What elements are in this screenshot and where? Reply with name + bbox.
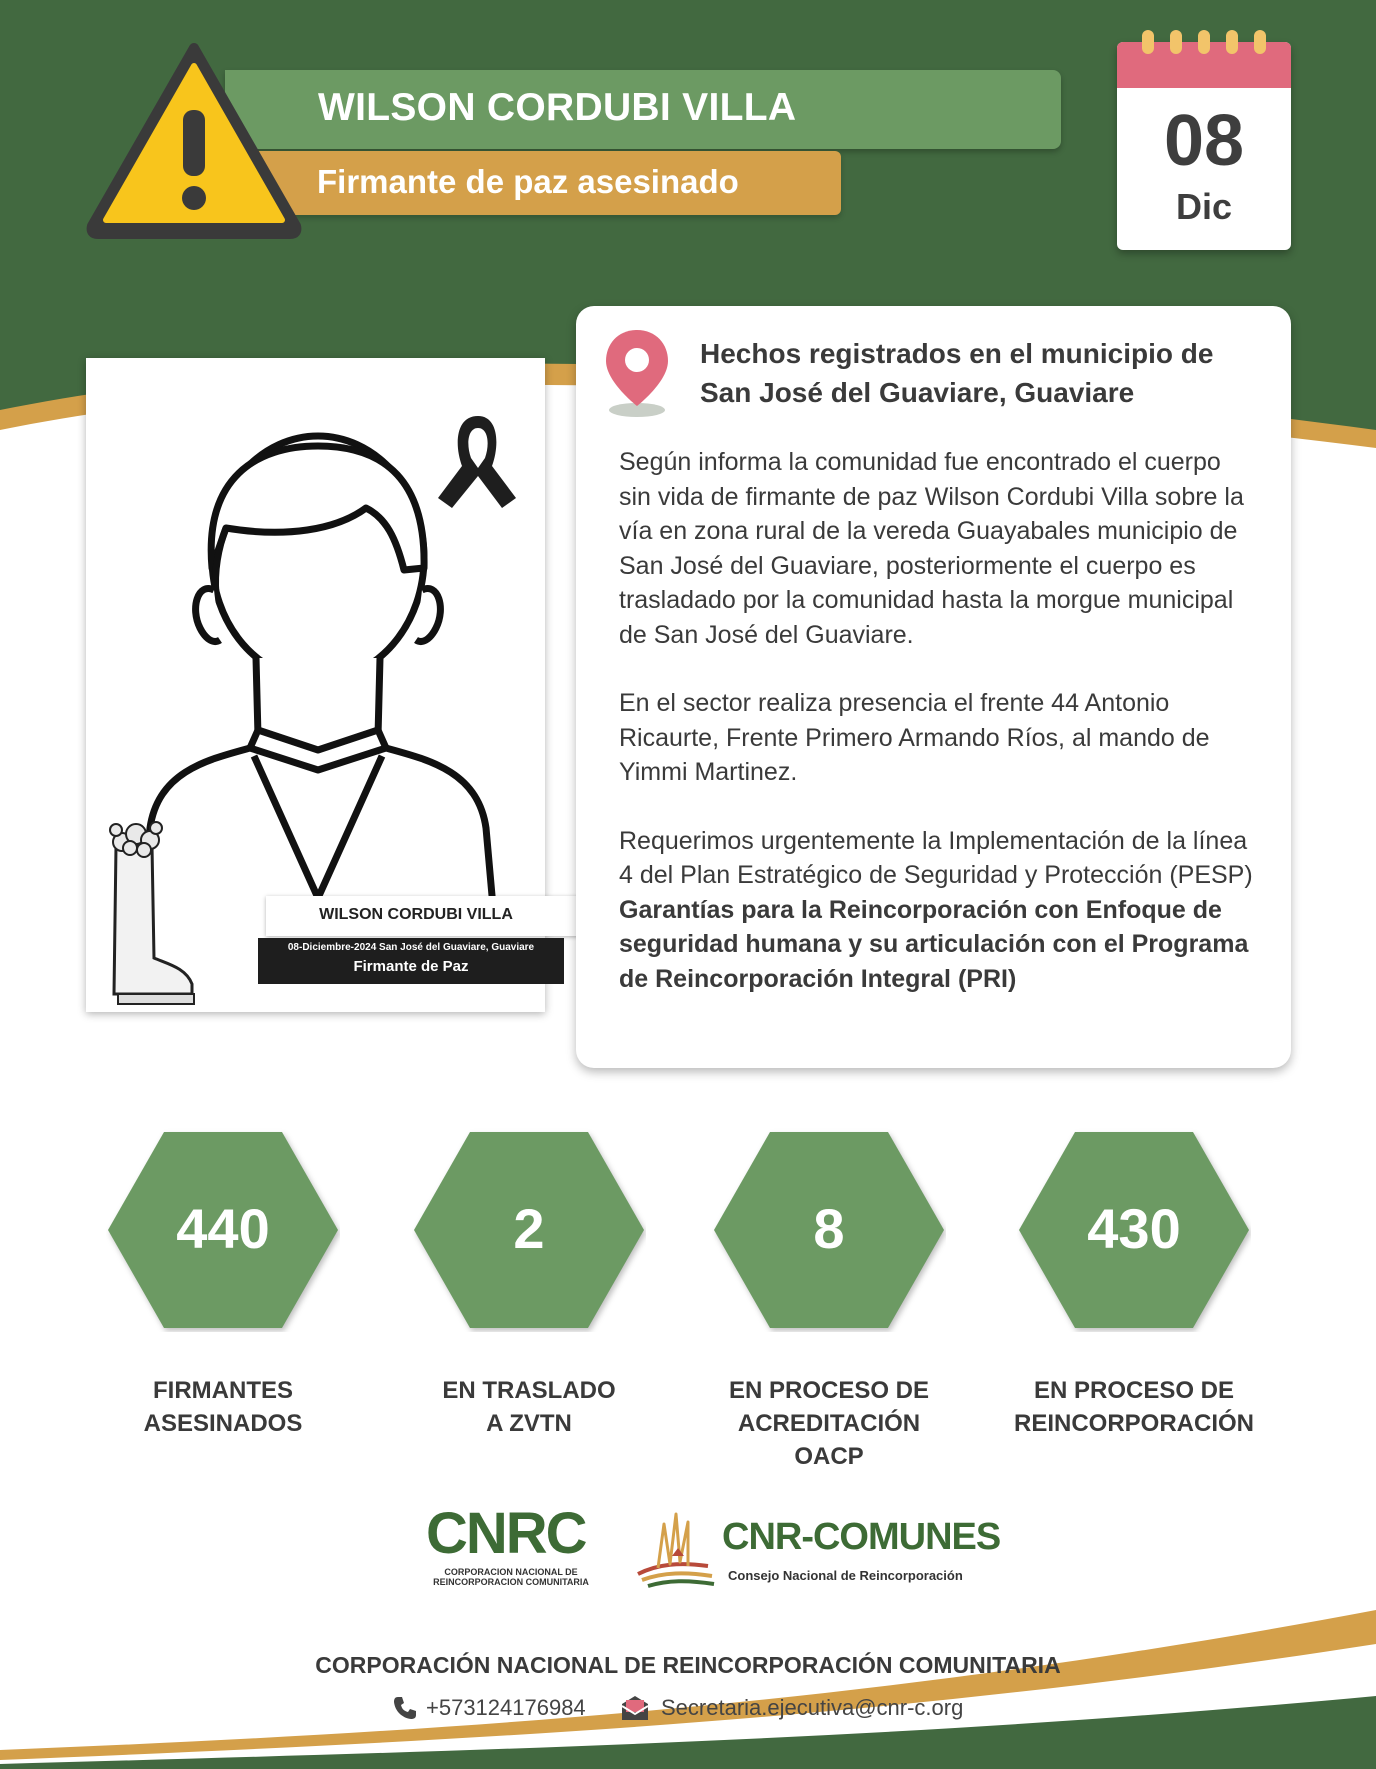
plate-name: WILSON CORDUBI VILLA [319, 906, 513, 923]
stat-label [1004, 1374, 1264, 1440]
footer-phone[interactable]: +573124176984 [426, 1695, 586, 1720]
stat-value: 8 [813, 1197, 845, 1260]
footer-email[interactable]: Secretaria.ejecutiva@cnr-c.org [661, 1695, 964, 1720]
calendar-ring-icon [1142, 30, 1154, 54]
stat-label [93, 1374, 353, 1440]
incident-paragraph-3 [619, 824, 1259, 997]
stat-value: 2 [513, 1197, 545, 1260]
incident-paragraph-1: Según informa la comunidad fue encontrado el cuerpo sin vida de firmante de paz Wilson Cordubi Villa sobre la vía en zona rural de la vereda Guayabales municipio de San José del Guaviare, posteriormente el cuerpo es trasladado por la comunidad hasta la morgue municipal de San José del Guaviare. [619, 448, 1244, 649]
hands-logo-icon [628, 1504, 720, 1592]
cnrc-logo: CNRC [426, 1501, 586, 1566]
cnrc-logo-subtitle-line: CORPORACION NACIONAL DE [444, 1567, 578, 1577]
footer-swoosh [0, 1600, 1376, 1769]
stat-label-line: EN PROCESO DE [728, 1377, 930, 1404]
stat-label [399, 1374, 659, 1440]
request-bold-text: Garantías para la Reincorporación con Enfoque de seguridad humana y su articulación con el Programa de Reincorporación Integral (PRI) [619, 895, 1249, 993]
location-pin-icon [602, 328, 672, 418]
victim-name: WILSON CORDUBI VILLA [318, 86, 797, 129]
stat-value: 430 [1087, 1197, 1181, 1260]
stat-label-line: EN TRASLADO [442, 1377, 616, 1404]
mail-icon [620, 1694, 650, 1722]
stat-label-line: OACP [794, 1443, 864, 1470]
plate-role: Firmante de Paz [353, 958, 469, 975]
warning-icon [84, 40, 304, 240]
cnr-comunes-logo: CNR-COMUNES [722, 1516, 1001, 1558]
stat-label-line: REINCORPORACIÓN [1013, 1410, 1254, 1437]
cnrc-logo-subtitle [426, 1567, 596, 1587]
stat-label-line: A ZVTN [486, 1410, 572, 1437]
calendar-ring-icon [1198, 30, 1210, 54]
footer-organization: CORPORACIÓN NACIONAL DE REINCORPORACIÓN COMUNITARIA [315, 1652, 1061, 1678]
stat-label-line: EN PROCESO DE [1033, 1377, 1235, 1404]
portrait-card [86, 358, 545, 1012]
stat-label [699, 1374, 959, 1473]
calendar-month: Dic [1175, 186, 1233, 227]
cnrc-logo-subtitle-line: REINCORPORACION COMUNITARIA [433, 1577, 589, 1587]
calendar-day: 08 [1163, 101, 1245, 181]
stat-label-line: ASESINADOS [143, 1410, 303, 1437]
calendar-ring-icon [1170, 30, 1182, 54]
stat-label-line: FIRMANTES [153, 1377, 293, 1404]
incident-paragraph-2: En el sector realiza presencia el frente 44 Antonio Ricaurte, Frente Primero Armando Ríos, al mando de Yimmi Martinez. [619, 689, 1210, 786]
calendar-ring-icon [1254, 30, 1266, 54]
phone-icon [392, 1695, 418, 1721]
calendar-ring-icon [1226, 30, 1238, 54]
plate-date-location: 08-Diciembre-2024 San José del Guaviare, Guaviare [287, 942, 535, 953]
stat-label-line: ACREDITACIÓN [737, 1410, 921, 1437]
incident-heading: Hechos registrados en el municipio de San José del Guaviare, Guaviare [700, 338, 1214, 408]
cnr-comunes-subtitle: Consejo Nacional de Reincorporación [728, 1568, 963, 1583]
stat-value: 440 [176, 1197, 270, 1260]
request-text: Requerimos urgentemente la Implementación de la línea 4 del Plan Estratégico de Seguridad y Protección (PESP) [619, 826, 1253, 889]
victim-subtitle: Firmante de paz asesinado [317, 163, 739, 200]
incident-description [619, 445, 1259, 1030]
